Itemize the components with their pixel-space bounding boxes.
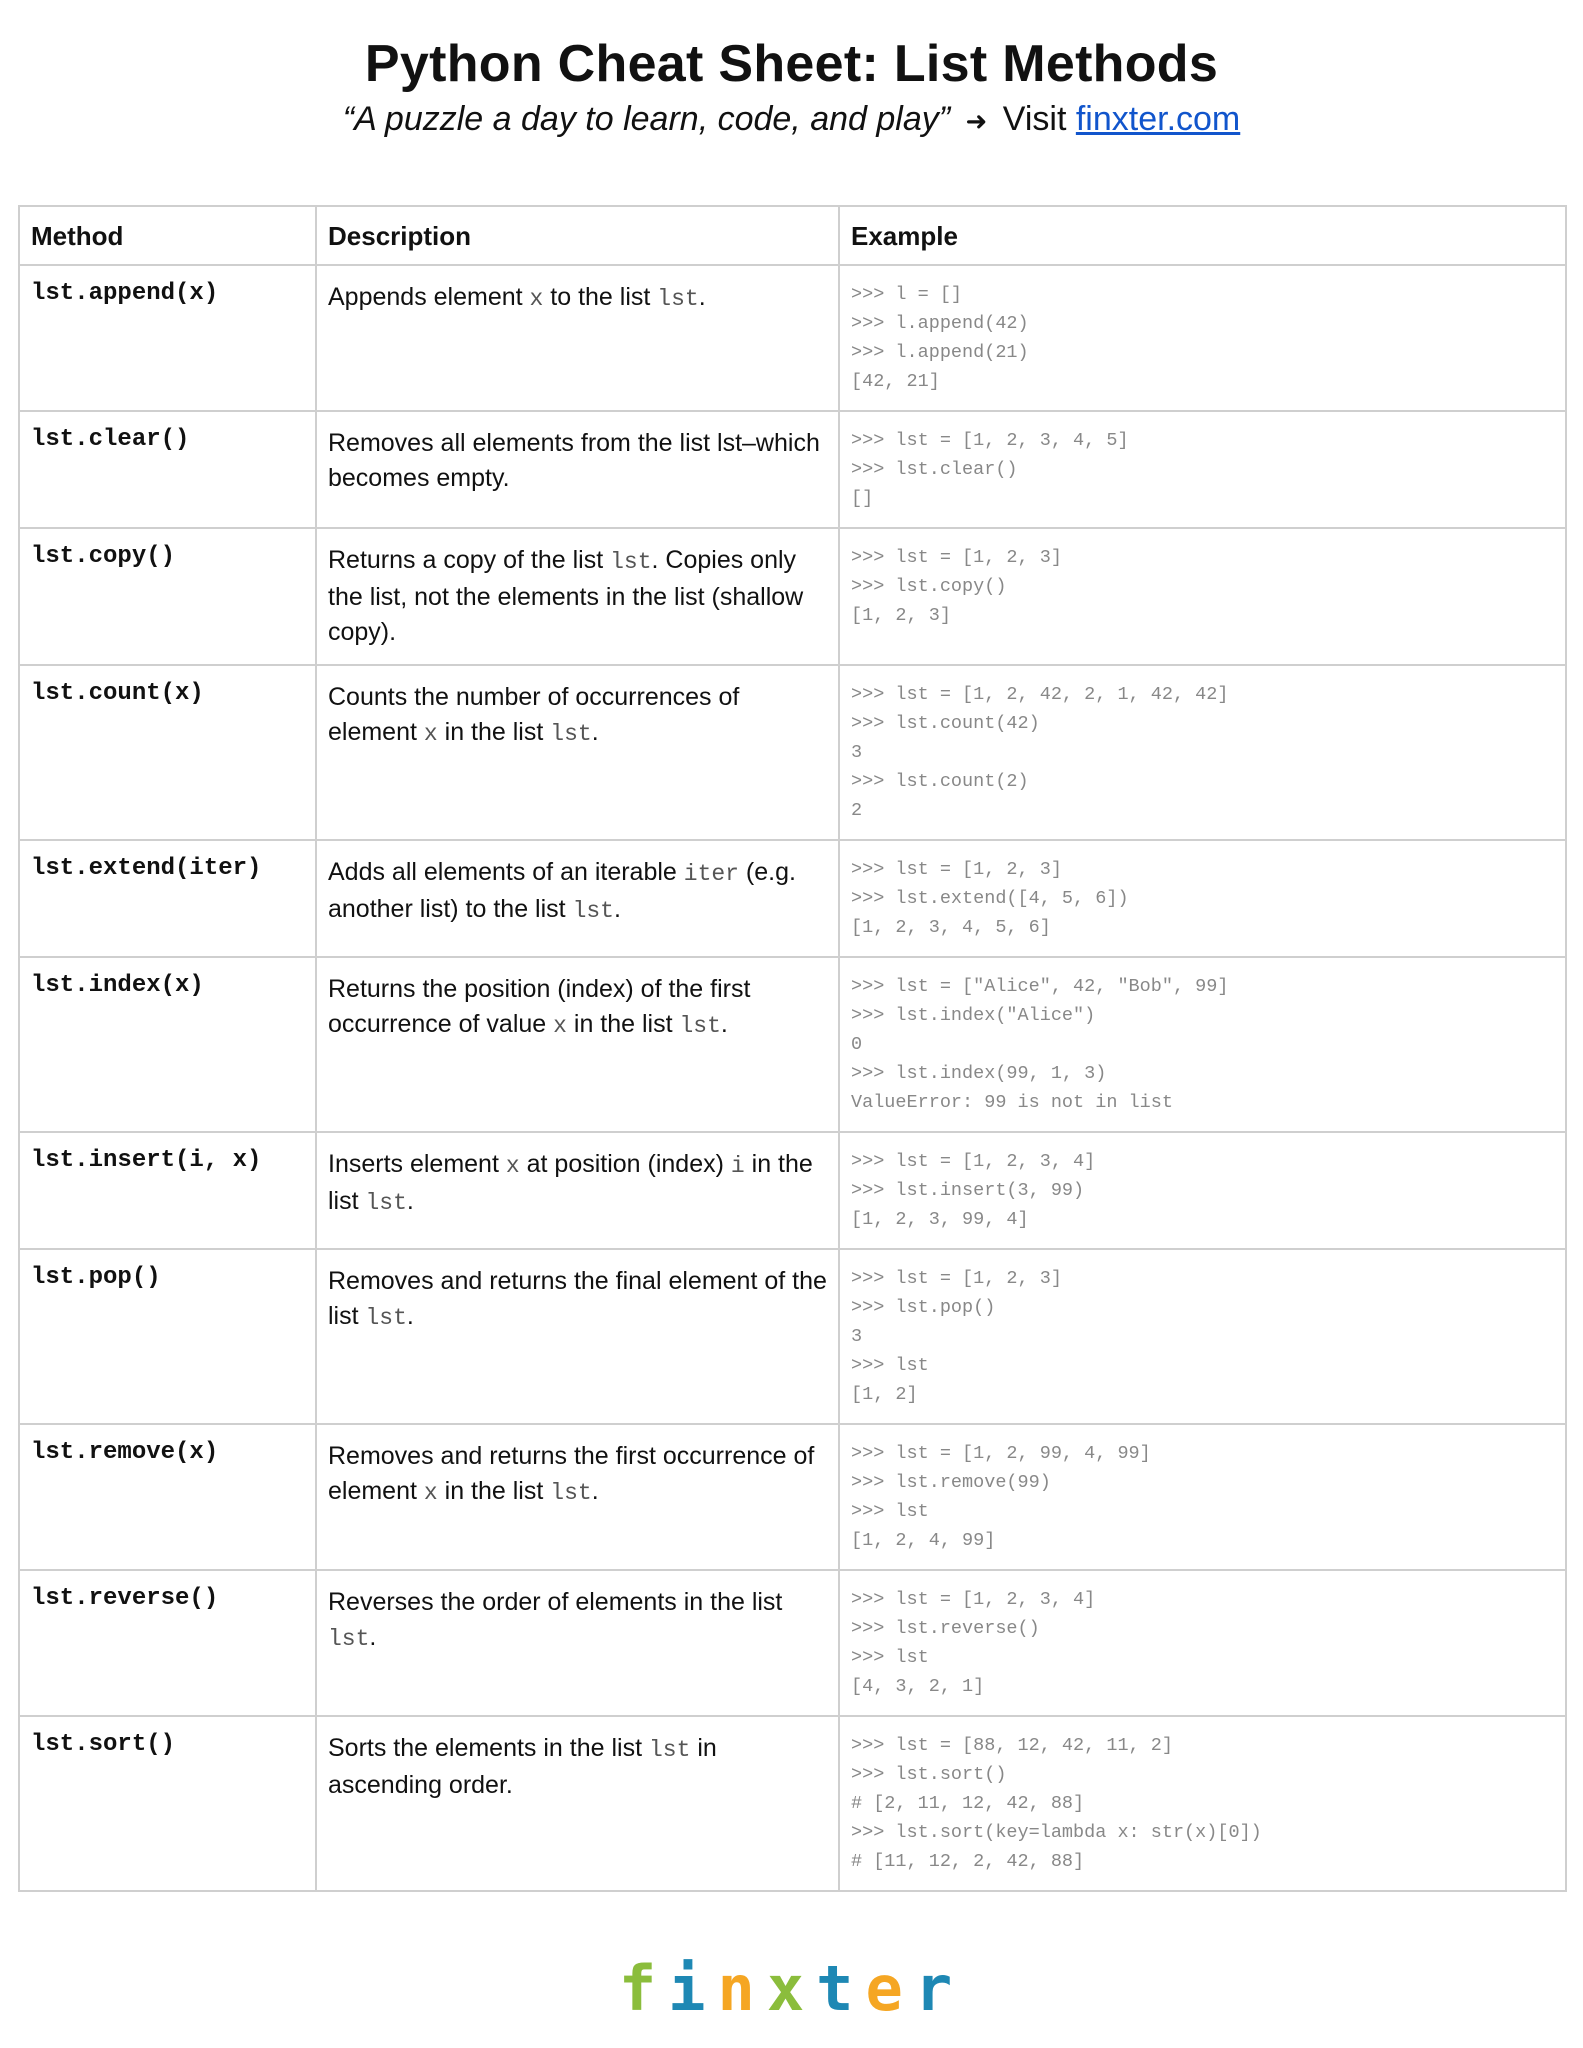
method-name: lst.reverse() (19, 1570, 316, 1716)
example-line: 0 (851, 1034, 863, 1055)
description-text: Adds all elements of an iterable (328, 858, 684, 886)
page-subtitle (0, 100, 1583, 139)
inline-code: lst (550, 721, 592, 747)
description-text: . (406, 1302, 414, 1330)
example-line: 2 (851, 800, 863, 821)
example-line: >>> lst.remove(99) (851, 1472, 1051, 1493)
example-line: >>> lst.reverse() (851, 1618, 1040, 1639)
description-text: . (591, 1477, 599, 1505)
example-line: >>> l.append(21) (851, 342, 1029, 363)
description-text: Reverses the order of elements in the list (328, 1588, 783, 1616)
description-text: . (591, 718, 599, 746)
example-line: >>> lst (851, 1501, 929, 1522)
description-text: Returns the position (index) of the first occurrence of value (328, 975, 751, 1038)
method-name: lst.clear() (19, 411, 316, 528)
example-line: >>> lst = [1, 2, 3] (851, 547, 1062, 568)
method-description (316, 265, 839, 411)
example-line: >>> lst = [1, 2, 3, 4, 5] (851, 430, 1129, 451)
description-text: Removes and returns the final element of the list (328, 1267, 827, 1330)
table-row (19, 840, 1566, 957)
logo-letter: e (865, 1952, 915, 2025)
example-line: >>> lst = [1, 2, 3] (851, 1268, 1062, 1289)
example-line: >>> l = [] (851, 284, 963, 305)
page-title: Python Cheat Sheet: List Methods (364, 35, 1219, 93)
method-description (316, 411, 839, 528)
arrow-right-icon: ➜ (965, 106, 988, 136)
table-row (19, 1716, 1566, 1891)
inline-code: lst (572, 898, 614, 924)
method-example (839, 1570, 1566, 1716)
method-name: lst.copy() (19, 528, 316, 665)
example-line: >>> lst.extend([4, 5, 6]) (851, 888, 1129, 909)
inline-code: lst (550, 1480, 592, 1506)
example-line: >>> lst = [1, 2, 3, 4] (851, 1151, 1096, 1172)
inline-code: lst (679, 1013, 721, 1039)
method-name: lst.pop() (19, 1249, 316, 1424)
example-line: 3 (851, 1326, 863, 1347)
inline-code: lst (648, 1737, 691, 1763)
method-example (839, 957, 1566, 1132)
method-description (316, 1249, 839, 1424)
description-text: Counts the number of occurrences of element (328, 683, 740, 746)
method-example (839, 1716, 1566, 1891)
subtitle-visit: Visit (1002, 100, 1067, 138)
description-text: Sorts the elements in the list (328, 1734, 649, 1762)
method-example (839, 1132, 1566, 1249)
table-row (19, 528, 1566, 665)
method-name: lst.append(x) (19, 265, 316, 411)
table-row (19, 1249, 1566, 1424)
description-text: . (613, 895, 621, 923)
example-line: >>> lst.pop() (851, 1297, 996, 1318)
table-row (19, 1570, 1566, 1716)
example-line: >>> lst.clear() (851, 459, 1018, 480)
example-line: >>> lst.insert(3, 99) (851, 1180, 1085, 1201)
logo-letter: t (816, 1952, 866, 2025)
example-line: >>> lst (851, 1355, 929, 1376)
description-text: in the list (328, 1150, 813, 1215)
method-example (839, 411, 1566, 528)
list-methods-table (18, 205, 1567, 1892)
example-line: [1, 2, 3, 99, 4] (851, 1209, 1029, 1230)
header-description: Description (316, 206, 839, 265)
example-line: >>> lst.index(99, 1, 3) (851, 1063, 1107, 1084)
logo-letter: i (668, 1952, 718, 2025)
method-name: lst.remove(x) (19, 1424, 316, 1570)
inline-code: x (553, 1013, 567, 1039)
example-line: 3 (851, 742, 863, 763)
description-text: Returns a copy of the list (328, 546, 611, 574)
example-line: >>> lst (851, 1647, 929, 1668)
method-description (316, 665, 839, 840)
method-name: lst.sort() (19, 1716, 316, 1891)
example-line: # [11, 12, 2, 42, 88] (851, 1851, 1085, 1872)
example-line: # [2, 11, 12, 42, 88] (851, 1793, 1085, 1814)
method-name: lst.index(x) (19, 957, 316, 1132)
table-row (19, 957, 1566, 1132)
example-line: >>> lst.count(2) (851, 771, 1029, 792)
method-description (316, 1424, 839, 1570)
inline-code: lst (365, 1305, 407, 1331)
inline-code: lst (328, 1626, 370, 1652)
inline-code: x (423, 721, 438, 747)
example-line: >>> lst = [1, 2, 42, 2, 1, 42, 42] (851, 684, 1229, 705)
example-line: >>> lst = ["Alice", 42, "Bob", 99] (851, 976, 1229, 997)
inline-code: x (423, 1480, 438, 1506)
example-line: >>> lst = [1, 2, 99, 4, 99] (851, 1443, 1151, 1464)
table-row (19, 1424, 1566, 1570)
logo-letter: x (766, 1952, 817, 2025)
description-text: Removes and returns the first occurrence of element (328, 1442, 815, 1505)
inline-code: x (529, 286, 544, 312)
logo-letter: n (717, 1952, 767, 2025)
method-example (839, 265, 1566, 411)
description-text: Inserts element (328, 1150, 506, 1178)
method-description (316, 957, 839, 1132)
description-text: . (720, 1010, 728, 1038)
table-body (19, 265, 1566, 1891)
method-description (316, 528, 839, 665)
method-example (839, 528, 1566, 665)
example-line: >>> lst.copy() (851, 576, 1007, 597)
description-text: in the list (437, 718, 551, 746)
example-line: [] (851, 488, 874, 509)
inline-code: i (730, 1153, 745, 1179)
method-description (316, 1132, 839, 1249)
finxter-link[interactable]: finxter.com (1075, 100, 1241, 138)
example-line: >>> lst.sort(key=lambda x: str(x)[0]) (851, 1822, 1262, 1843)
example-line: ValueError: 99 is not in list (851, 1092, 1173, 1113)
example-line: [4, 3, 2, 1] (851, 1676, 985, 1697)
inline-code: lst (657, 286, 699, 312)
header-method: Method (19, 206, 316, 265)
description-text: . (369, 1623, 377, 1651)
description-text: at position (index) (519, 1150, 731, 1178)
method-name: lst.insert(i, x) (19, 1132, 316, 1249)
description-text: . (406, 1187, 414, 1215)
example-line: [42, 21] (851, 371, 940, 392)
inline-code: iter (683, 861, 739, 887)
subtitle-quote: “A puzzle a day to learn, code, and play” (342, 100, 951, 138)
logo-letter: r (914, 1952, 965, 2025)
table-row (19, 1132, 1566, 1249)
finxter-logo (0, 1952, 1583, 2025)
description-text: to the list (543, 283, 658, 311)
example-line: >>> lst.index("Alice") (851, 1005, 1096, 1026)
inline-code: x (505, 1153, 520, 1179)
method-name: lst.extend(iter) (19, 840, 316, 957)
table-row (19, 265, 1566, 411)
table-header-row (19, 206, 1566, 265)
method-description (316, 1716, 839, 1891)
example-line: [1, 2, 4, 99] (851, 1530, 996, 1551)
description-text: in the list (437, 1477, 551, 1505)
method-example (839, 840, 1566, 957)
example-line: [1, 2] (851, 1384, 918, 1405)
example-line: [1, 2, 3] (851, 605, 951, 626)
example-line: >>> lst.sort() (851, 1764, 1007, 1785)
description-text: . (698, 283, 706, 311)
description-text: in the list (566, 1010, 680, 1038)
method-description (316, 840, 839, 957)
inline-code: lst (610, 549, 652, 575)
table-row (19, 411, 1566, 528)
description-text: Appends element (328, 283, 530, 311)
example-line: [1, 2, 3, 4, 5, 6] (851, 917, 1051, 938)
description-text: in ascending order. (328, 1734, 717, 1799)
description-text: Removes all elements from the list lst–which becomes empty. (328, 429, 820, 492)
table-row (19, 665, 1566, 840)
example-line: >>> l.append(42) (851, 313, 1029, 334)
example-line: >>> lst = [1, 2, 3] (851, 859, 1062, 880)
inline-code: lst (365, 1190, 407, 1216)
description-text: (e.g. another list) to the list (328, 858, 796, 923)
method-example (839, 1249, 1566, 1424)
method-example (839, 665, 1566, 840)
method-example (839, 1424, 1566, 1570)
example-line: >>> lst = [1, 2, 3, 4] (851, 1589, 1096, 1610)
method-name: lst.count(x) (19, 665, 316, 840)
example-line: >>> lst = [88, 12, 42, 11, 2] (851, 1735, 1173, 1756)
example-line: >>> lst.count(42) (851, 713, 1040, 734)
method-description (316, 1570, 839, 1716)
logo-letter: f (618, 1952, 669, 2025)
header-example: Example (839, 206, 1566, 265)
description-text: . Copies only the list, not the elements in the list (shallow copy). (328, 546, 804, 646)
